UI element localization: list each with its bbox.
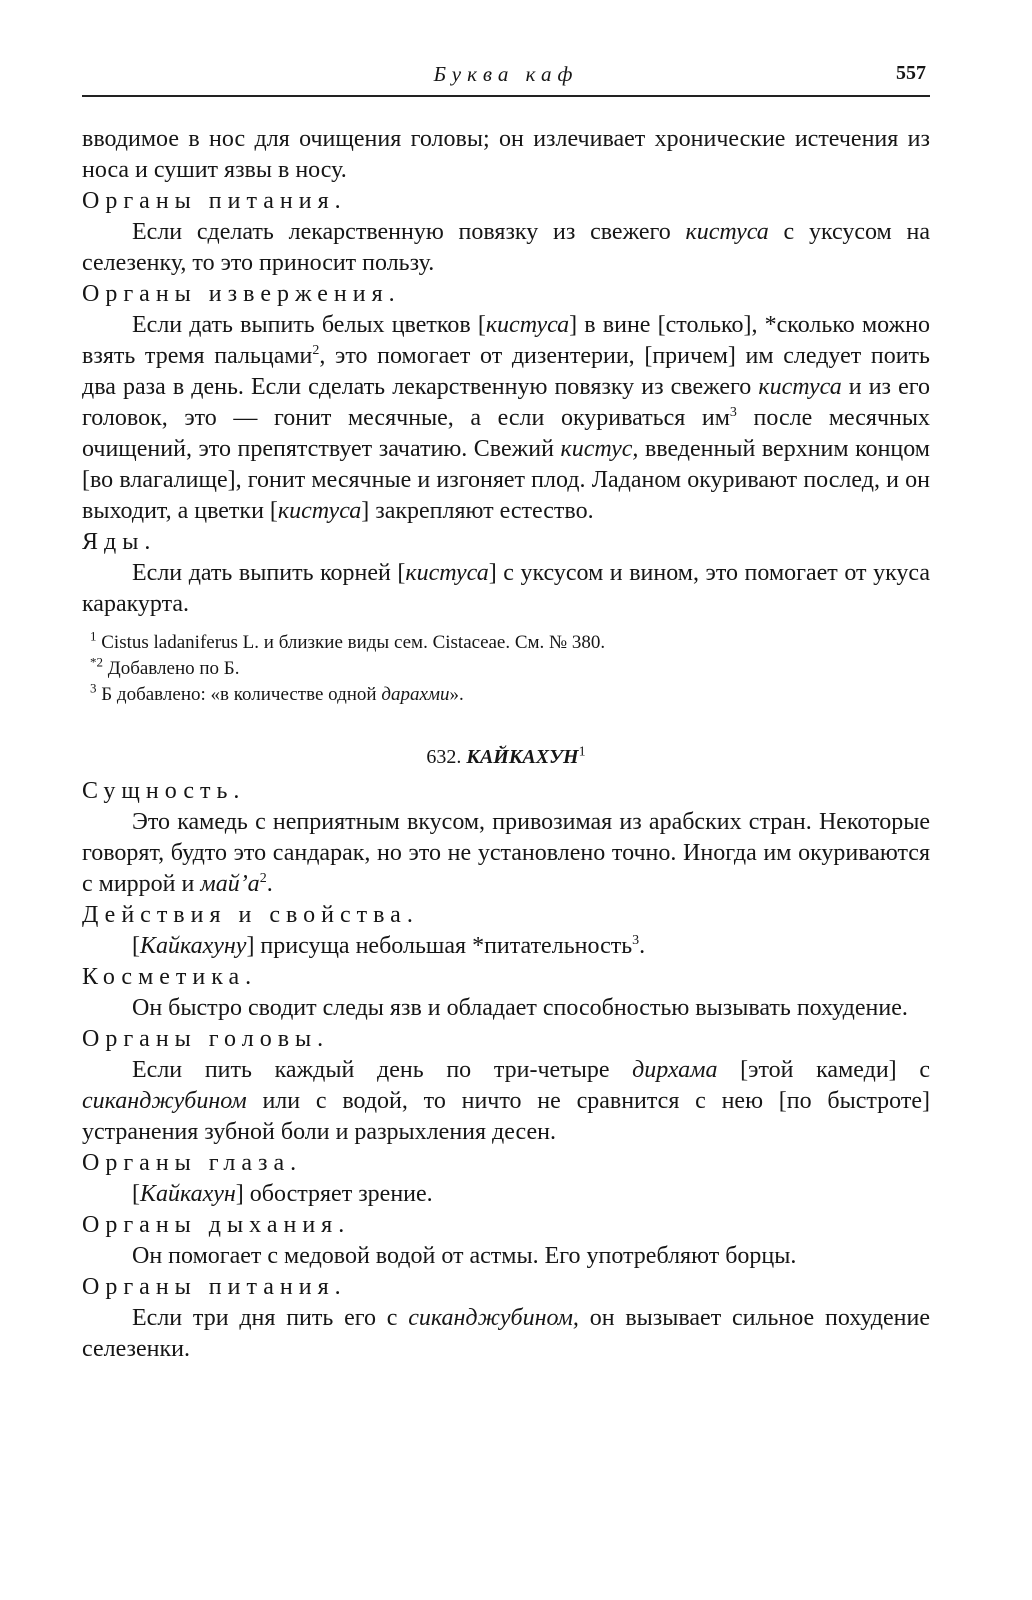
page-header: [82, 60, 930, 92]
section-heading: Сущность.: [82, 778, 246, 804]
paragraph: Если дать выпить корней [кистуса] с уксусом и вином, это помогает от укуса каракурта.: [82, 560, 930, 617]
paragraph: Это камедь с неприятным вкусом, привозимая из арабских стран. Некоторые говорят, будто это сандарак, но это не установлено точно. Иногда им окуриваются с миррой и $май’а^2$.: [82, 809, 930, 897]
section-heading: Косметика.: [82, 964, 258, 990]
footnote: $^1$ Cistus ladaniferus L. и близкие виды сем. Cistaceae. См. № 380.: [90, 628, 606, 653]
section-heading: Органы головы.: [82, 1026, 330, 1052]
section-heading: Органы питания.: [82, 188, 347, 214]
paragraph: Он быстро сводит следы язв и обладает способностью вызывать похудение.: [132, 995, 908, 1021]
header-rule: [82, 95, 930, 97]
footnote-ref: 2: [259, 871, 267, 886]
section-heading: Действия и свойства.: [82, 902, 419, 928]
page-body: [82, 124, 930, 1365]
footnotes: [82, 630, 930, 708]
footnote: $^3$ Б добавлено: «в количестве одной дарахми».: [90, 680, 464, 705]
footnote: $^{*2}$ Добавлено по Б.: [90, 654, 240, 679]
section-heading: Органы питания.: [82, 1274, 347, 1300]
section-heading: Органы глаза.: [82, 1150, 303, 1176]
running-title: Буква каф: [433, 62, 579, 86]
paragraph: Если пить каждый день по три-четыре дирхама [этой камеди] с сиканджубином или с водой, то ничто не сравнится с нею [по быстроте] устранения зубной боли и разрыхления десен.: [82, 1057, 930, 1145]
footnote-ref: 3: [729, 405, 737, 420]
paragraph: Если дать выпить белых цветков [кистуса] в вине [столько], *сколько можно взять тремя пальцами$^2$, это помогает от дизентерии, [причем] им следует поить два раза в день. Если сделать лекарственную повязку из свежего кистуса и из его головок, это — гонит месячные, а если окуриваться $им^3$ после месячных очищений, это препятствует зачатию. Свежий кистус, введенный верхним концом [во влагалище], гонит месячные и изгоняет плод. Ладаном окуривают послед, и он выходит, а цветки [кистуса] закрепляют естество.: [82, 312, 930, 524]
paragraph: Если сделать лекарственную повязку из свежего кистуса с уксусом на селезенку, то это приносит пользу.: [82, 219, 930, 276]
section-heading: Органы извержения.: [82, 281, 401, 307]
paragraph: [Кайкахуну] присуща небольшая *питательность$^3$.: [132, 933, 646, 959]
footnote-ref: 3: [632, 933, 640, 948]
entry-title: 632. КАЙКАХУН$^1$: [426, 744, 586, 768]
section-heading: Органы дыхания.: [82, 1212, 351, 1238]
section-heading: Яды.: [82, 529, 157, 555]
paragraph: вводимое в нос для очищения головы; он излечивает хронические истечения из носа и сушит язвы в носу.: [82, 126, 930, 183]
paragraph: Он помогает с медовой водой от астмы. Его употребляют борцы.: [132, 1243, 797, 1269]
page-number: 557: [896, 62, 926, 84]
paragraph: Если три дня пить его с сиканджубином, он вызывает сильное похудение селезенки.: [82, 1305, 930, 1362]
paragraph: [Кайкахун] обостряет зрение.: [132, 1181, 433, 1207]
footnote-ref: 2: [312, 343, 320, 358]
